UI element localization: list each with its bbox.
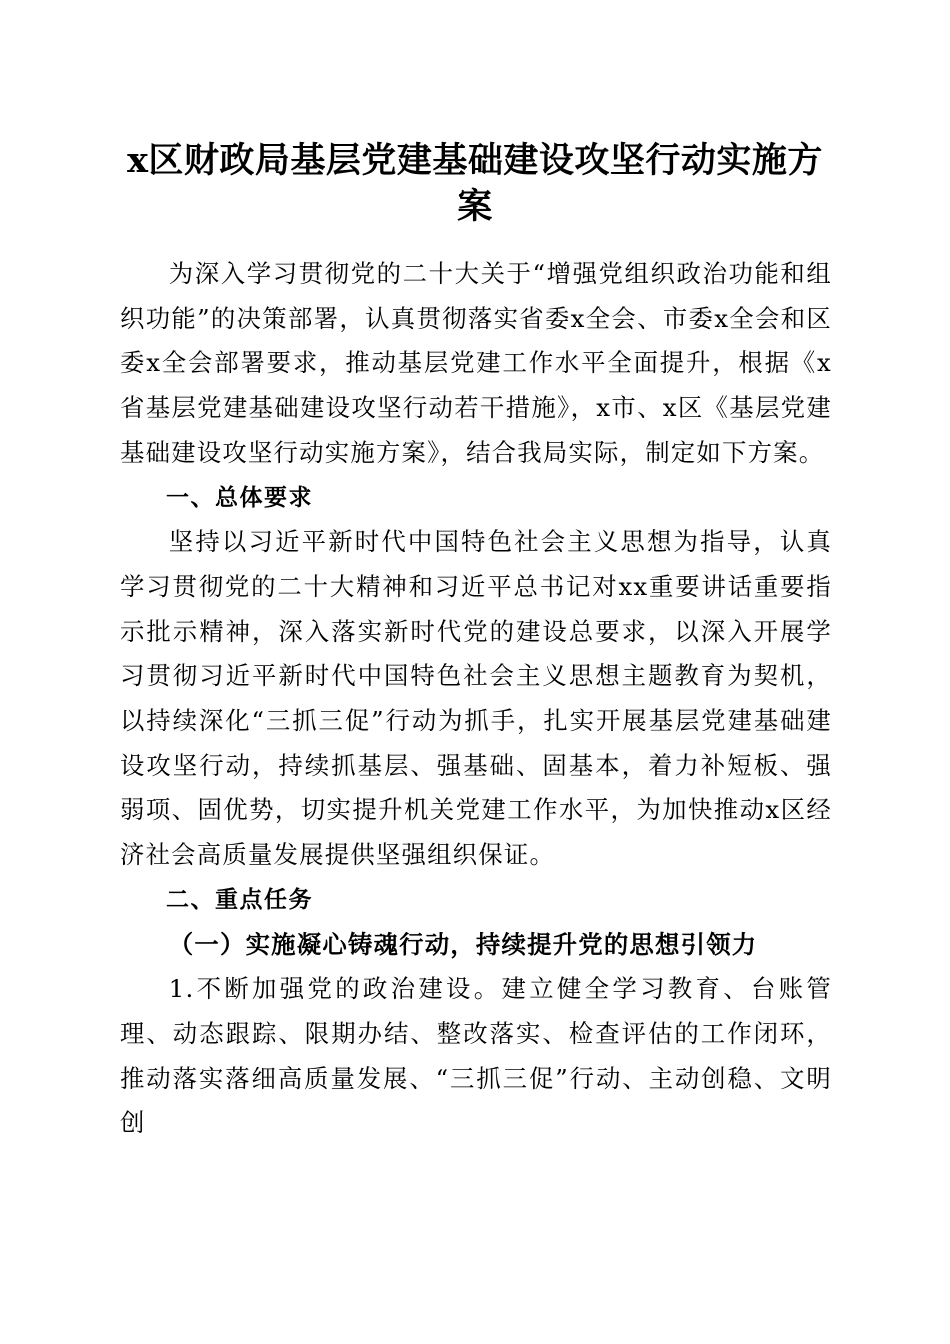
document-body (120, 252, 832, 1146)
intro-paragraph: 为深入学习贯彻党的二十大关于“增强党组织政治功能和组织功能”的决策部署，认真贯彻落实省委x全会、市委x全会和区委x全会部署要求，推动基层党建工作水平全面提升，根据《x省基层党建基础建设攻坚行动若干措施》，x市、x区《基层党建基础建设攻坚行动实施方案》，结合我局实际，制定如下方案。 (120, 259, 832, 467)
subsection-heading-1: （一）实施凝心铸魂行动，持续提升党的思想引领力 (168, 929, 758, 959)
section-heading-general-requirements: 一、总体要求 (166, 484, 313, 511)
task-item-1-paragraph: 1.不断加强党的政治建设。建立健全学习教育、台账管理、动态跟踪、限期办结、整改落实、检查评估的工作闭环，推动落实落细高质量发展、“三抓三促”行动、主动创稳、文明创 (120, 974, 832, 1138)
general-requirements-paragraph: 坚持以习近平新时代中国特色社会主义思想为指导，认真学习贯彻党的二十大精神和习近平总书记对xx重要讲话重要指示批示精神，深入落实新时代党的建设总要求，以深入开展学习贯彻习近平新时代中国特色社会主义思想主题教育为契机，以持续深化“三抓三促”行动为抓手，扎实开展基层党建基础建设攻坚行动，持续抓基层、强基础、固基本，着力补短板、强弱项、固优势，切实提升机关党建工作水平，为加快推动x区经济社会高质量发展提供坚强组织保证。 (120, 527, 832, 870)
section-heading-key-tasks: 二、重点任务 (166, 886, 313, 913)
document-title: x区财政局基层党建基础建设攻坚行动实施方案 (127, 140, 823, 227)
